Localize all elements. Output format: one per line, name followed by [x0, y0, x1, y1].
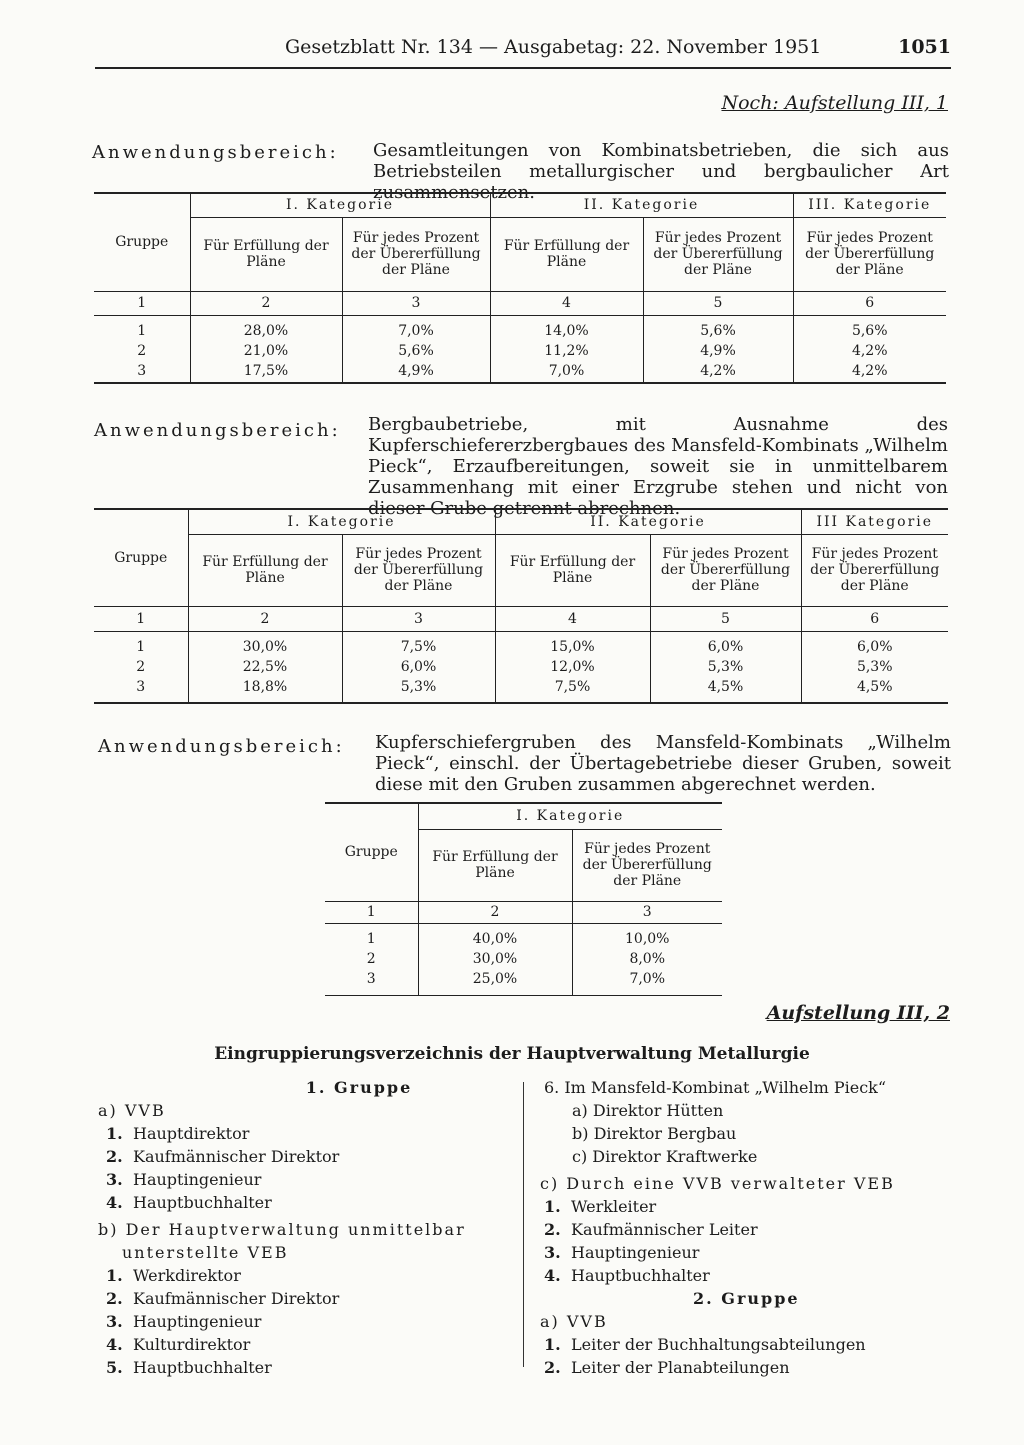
section3-label: Anwendungsbereich:: [98, 736, 345, 757]
t1-col-gruppe: 1 2 3: [94, 315, 190, 383]
section3-text: Kupferschiefergruben des Mansfeld-Kombinats „Wilhelm Pieck“, einschl. der Übertagebetriebe dieser Gruben, soweit diese mit den Gruben zusammen abgerechnet werden.: [375, 732, 951, 795]
list-item: 1. Werkdirektor: [106, 1266, 241, 1285]
t3-colnum: 2: [418, 901, 572, 923]
list-item: 3. Hauptingenieur: [106, 1312, 262, 1331]
t3-kat1-header: I. Kategorie: [418, 803, 722, 829]
list-item: 4. Hauptbuchhalter: [544, 1266, 710, 1285]
c-label: c) Durch eine VVB verwalteter VEB: [540, 1174, 895, 1193]
t1-colnum: 5: [643, 291, 793, 315]
t1-col-kat2-erf: 14,0% 11,2% 7,0%: [490, 315, 643, 383]
t3-col-gruppe: 1 2 3: [325, 923, 418, 995]
a-label: a) VVB: [98, 1101, 166, 1120]
t1-colnum: 2: [190, 291, 342, 315]
aufstellung2-heading: Aufstellung III, 2: [766, 1002, 950, 1024]
t2-col-kat2-erf: 15,0% 12,0% 7,5%: [495, 631, 650, 703]
t3-col-kat1-erf: 40,0% 30,0% 25,0%: [418, 923, 572, 995]
t2-col-gruppe: 1 2 3: [94, 631, 188, 703]
t2-kat3-header: III Kategorie: [801, 509, 948, 534]
b-label-cont: unterstellte VEB: [122, 1243, 289, 1262]
t2-erf-header-2: Für Erfüllung der Pläne: [495, 534, 650, 606]
t2-proz-header-3: Für jedes Prozent der Übererfüllung der Pläne: [801, 534, 948, 606]
t1-colnum: 3: [342, 291, 490, 315]
t1-col-kat1-proz: 7,0% 5,6% 4,9%: [342, 315, 490, 383]
column-divider: [523, 1082, 524, 1367]
t1-col-kat2-proz: 5,6% 4,9% 4,2%: [643, 315, 793, 383]
left-column: [98, 1076, 520, 1379]
t1-colnum: 6: [793, 291, 946, 315]
t2-col-kat1-erf: 30,0% 22,5% 18,8%: [188, 631, 342, 703]
t2-col-kat3-proz: 6,0% 5,3% 4,5%: [801, 631, 948, 703]
t3-proz-header: Für jedes Prozent der Übererfüllung der Pläne: [572, 829, 722, 901]
t1-proz-header-3: Für jedes Prozent der Übererfüllung der Pläne: [793, 217, 946, 291]
a2-label: a) VVB: [540, 1312, 608, 1331]
t3-colnum: 1: [325, 901, 418, 923]
list-item: 5. Hauptbuchhalter: [106, 1358, 272, 1377]
item6: 6. Im Mansfeld-Kombinat „Wilhelm Pieck“: [544, 1078, 887, 1097]
t3-erf-header: Für Erfüllung der Pläne: [418, 829, 572, 901]
list-item: 2. Kaufmännischer Direktor: [106, 1289, 340, 1308]
item6-sub: a) Direktor Hütten: [572, 1101, 724, 1120]
t1-colnum: 1: [94, 291, 190, 315]
list-item: 1. Leiter der Buchhaltungsabteilungen: [544, 1335, 866, 1354]
section2-label: Anwendungsbereich:: [94, 420, 341, 441]
t2-col-kat2-proz: 6,0% 5,3% 4,5%: [650, 631, 801, 703]
t2-col-kat1-proz: 7,5% 6,0% 5,3%: [342, 631, 495, 703]
t1-col-kat3-proz: 5,6% 4,2% 4,2%: [793, 315, 946, 383]
t2-colnum: 4: [495, 606, 650, 631]
list-item: 1. Hauptdirektor: [106, 1124, 250, 1143]
t2-colnum: 3: [342, 606, 495, 631]
t2-kat1-header: I. Kategorie: [188, 509, 495, 534]
t1-col-kat1-erf: 28,0% 21,0% 17,5%: [190, 315, 342, 383]
page-number: 1051: [898, 36, 951, 58]
t1-erf-header-2: Für Erfüllung der Pläne: [490, 217, 643, 291]
list-item: 4. Kulturdirektor: [106, 1335, 251, 1354]
list-item: 2. Leiter der Planabteilungen: [544, 1358, 790, 1377]
gazette-title: Gesetzblatt Nr. 134 — Ausgabetag: 22. November 1951: [285, 36, 822, 58]
gruppe2-heading: 2. Gruppe: [693, 1289, 800, 1308]
t1-kat2-header: II. Kategorie: [490, 193, 793, 217]
t2-colnum: 6: [801, 606, 948, 631]
page-header: [95, 36, 951, 70]
list-item: 3. Hauptingenieur: [106, 1170, 262, 1189]
list-item: 2. Kaufmännischer Direktor: [106, 1147, 340, 1166]
t3-colnum: 3: [572, 901, 722, 923]
list-item: 3. Hauptingenieur: [544, 1243, 700, 1262]
t2-proz-header-2: Für jedes Prozent der Übererfüllung der Pläne: [650, 534, 801, 606]
t1-proz-header-2: Für jedes Prozent der Übererfüllung der Pläne: [643, 217, 793, 291]
t2-colnum: 1: [94, 606, 188, 631]
t1-proz-header-1: Für jedes Prozent der Übererfüllung der Pläne: [342, 217, 490, 291]
t3-gruppe-header: Gruppe: [325, 803, 418, 901]
t2-proz-header-1: Für jedes Prozent der Übererfüllung der Pläne: [342, 534, 495, 606]
item6-sub: c) Direktor Kraftwerke: [572, 1147, 758, 1166]
t2-colnum: 5: [650, 606, 801, 631]
list-item: 4. Hauptbuchhalter: [106, 1193, 272, 1212]
t1-gruppe-header: Gruppe: [94, 193, 190, 291]
table-3: [325, 802, 722, 996]
t1-kat3-header: III. Kategorie: [793, 193, 946, 217]
section1-label: Anwendungsbereich:: [92, 142, 339, 163]
table-1: [94, 192, 946, 384]
t1-colnum: 4: [490, 291, 643, 315]
header-rule: [95, 67, 951, 69]
section1-text: Gesamtleitungen von Kombinatsbetrieben, die sich aus Betriebsteilen metallurgischer und bergbaulicher Art zusammensetzen.: [373, 140, 949, 203]
verzeichnis-title: Eingruppierungsverzeichnis der Hauptverwaltung Metallurgie: [214, 1044, 810, 1064]
t2-kat2-header: II. Kategorie: [495, 509, 801, 534]
noch-aufstellung-heading: Noch: Aufstellung III, 1: [721, 92, 948, 114]
list-item: 1. Werkleiter: [544, 1197, 657, 1216]
t1-kat1-header: I. Kategorie: [190, 193, 490, 217]
t2-gruppe-header: Gruppe: [94, 509, 188, 606]
right-column: [540, 1076, 950, 1379]
section2-text: Bergbaubetriebe, mit Ausnahme des Kupferschiefererzbergbaues des Mansfeld-Kombinats „Wilhelm Pieck“, Erzaufbereitungen, soweit sie in unmittelbarem Zusammenhang mit einer Erzgrube stehen und nicht von dieser Grube getrennt abrechnen.: [368, 414, 948, 519]
item6-sub: b) Direktor Bergbau: [572, 1124, 737, 1143]
gruppe1-heading: 1. Gruppe: [305, 1078, 413, 1097]
t2-erf-header-1: Für Erfüllung der Pläne: [188, 534, 342, 606]
t3-col-kat1-proz: 10,0% 8,0% 7,0%: [572, 923, 722, 995]
table-2: [94, 508, 948, 704]
t1-erf-header-1: Für Erfüllung der Pläne: [190, 217, 342, 291]
b-label: b) Der Hauptverwaltung unmittelbar: [98, 1220, 466, 1239]
list-item: 2. Kaufmännischer Leiter: [544, 1220, 758, 1239]
t2-colnum: 2: [188, 606, 342, 631]
